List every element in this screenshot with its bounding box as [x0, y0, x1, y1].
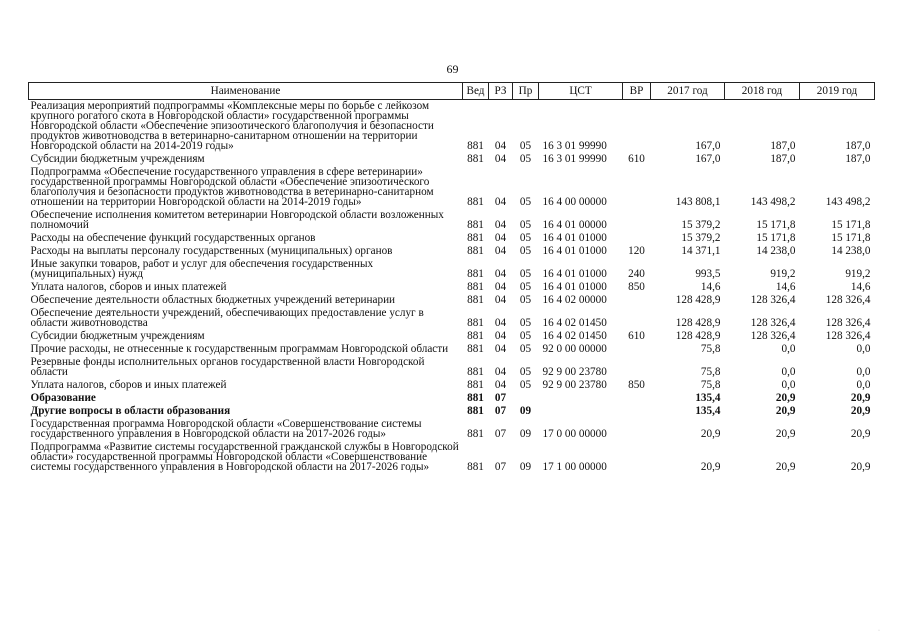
cell-cst: 16 4 02 00000 — [542, 294, 607, 306]
cell-rz: 04 — [494, 140, 507, 152]
cell-rz: 04 — [494, 379, 507, 391]
cell-ved: 881 — [467, 140, 484, 152]
cell-ved: 881 — [467, 343, 484, 355]
cell-2017: 20,9 — [700, 428, 721, 440]
cell-name: Другие вопросы в области образования — [30, 405, 231, 417]
cell-2018: 128 326,4 — [750, 317, 796, 329]
cell-2017: 75,8 — [700, 366, 721, 378]
cell-rz: 04 — [494, 268, 507, 280]
cell-name: Уплата налогов, сборов и иных платежей — [30, 281, 227, 293]
cell-2017: 128 428,9 — [675, 294, 721, 306]
cell-pr: 09 — [519, 461, 532, 473]
cell-vr: 120 — [628, 245, 645, 257]
cell-ved: 881 — [467, 268, 484, 280]
cell-vr — [623, 307, 651, 330]
cell-name: Субсидии бюджетным учреждениям — [30, 330, 205, 342]
header-2018: 2018 год — [725, 83, 800, 100]
cell-2017: 75,8 — [700, 343, 721, 355]
cell-rz: 04 — [494, 294, 507, 306]
cell-name: Прочие расходы, не отнесенные к государственным программам Новгородской области — [30, 343, 449, 355]
cell-cst: 92 9 00 23780 — [542, 379, 607, 391]
cell-vr — [623, 100, 651, 154]
table-row — [29, 232, 875, 245]
cell-rz: 04 — [494, 219, 507, 231]
cell-2017: 167,0 — [695, 140, 721, 152]
cell-2017: 128 428,9 — [675, 317, 721, 329]
cell-cst: 92 0 00 00000 — [542, 343, 607, 355]
cell-pr: 05 — [519, 140, 532, 152]
header-cst: ЦСТ — [539, 83, 623, 100]
table-row — [29, 418, 875, 441]
table-row — [29, 307, 875, 330]
cell-ved: 881 — [467, 330, 484, 342]
cell-pr: 05 — [519, 330, 532, 342]
cell-2018: 20,9 — [775, 392, 796, 404]
cell-rz: 04 — [494, 196, 507, 208]
cell-pr: 05 — [519, 379, 532, 391]
cell-cst: 16 4 01 01000 — [542, 268, 607, 280]
cell-pr: 09 — [519, 405, 532, 417]
budget-table — [28, 82, 875, 474]
cell-cst: 16 4 01 00000 — [542, 219, 607, 231]
cell-pr: 05 — [519, 153, 532, 165]
cell-vr — [623, 418, 651, 441]
table-row — [29, 356, 875, 379]
cell-name: Государственная программа Новгородской области «Совершенствование системы государственного управления в Новгородской области на 2017-2026 годы» — [30, 418, 422, 440]
cell-rz: 04 — [494, 330, 507, 342]
cell-cst: 16 4 02 01450 — [542, 330, 607, 342]
cell-vr — [623, 294, 651, 307]
cell-name: Иные закупки товаров, работ и услуг для обеспечения государственных (муниципальных) нужд — [30, 258, 374, 280]
cell-2017: 14 371,1 — [681, 245, 721, 257]
cell-rz: 04 — [494, 232, 507, 244]
cell-name: Уплата налогов, сборов и иных платежей — [30, 379, 227, 391]
cell-2019: 20,9 — [850, 392, 871, 404]
cell-2018: 15 171,8 — [756, 219, 796, 231]
cell-2018: 919,2 — [770, 268, 796, 280]
cell-rz: 04 — [494, 245, 507, 257]
cell-vr: 610 — [628, 330, 645, 342]
cell-2017: 15 379,2 — [681, 219, 721, 231]
cell-cst: 16 4 00 00000 — [542, 196, 607, 208]
cell-rz: 07 — [494, 405, 507, 417]
cell-vr — [623, 441, 651, 474]
table-row — [29, 100, 875, 154]
cell-cst: 17 1 00 00000 — [542, 461, 607, 473]
cell-pr: 05 — [519, 268, 532, 280]
cell-name: Обеспечение исполнения комитетом ветеринарии Новгородской области возложенных полномочий — [30, 209, 444, 231]
table-row — [29, 166, 875, 209]
cell-rz: 07 — [494, 392, 507, 404]
cell-pr: 05 — [519, 219, 532, 231]
cell-2017: 75,8 — [700, 379, 721, 391]
cell-rz: 04 — [494, 317, 507, 329]
header-pr: Пр — [513, 83, 539, 100]
cell-name: Обеспечение деятельности учреждений, обеспечивающих предоставление услуг в области животноводства — [30, 307, 424, 329]
cell-pr: 05 — [519, 245, 532, 257]
cell-2018: 0,0 — [781, 366, 796, 378]
cell-rz: 04 — [494, 366, 507, 378]
cell-pr: 05 — [519, 366, 532, 378]
cell-2019: 20,9 — [850, 461, 871, 473]
cell-2018: 14,6 — [775, 281, 796, 293]
cell-rz: 04 — [494, 281, 507, 293]
cell-ved: 881 — [467, 294, 484, 306]
cell-2019: 0,0 — [856, 366, 871, 378]
cell-2019: 128 326,4 — [825, 330, 871, 342]
header-2017: 2017 год — [651, 83, 725, 100]
cell-cst: 16 4 01 01000 — [542, 245, 607, 257]
cell-name: Обеспечение деятельности областных бюджетных учреждений ветеринарии — [30, 294, 396, 306]
cell-2018: 128 326,4 — [750, 330, 796, 342]
cell-cst: 16 3 01 99990 — [542, 153, 607, 165]
cell-ved: 881 — [467, 317, 484, 329]
cell-vr — [623, 166, 651, 209]
cell-ved: 881 — [467, 379, 484, 391]
cell-2018: 20,9 — [775, 428, 796, 440]
cell-2017: 20,9 — [700, 461, 721, 473]
cell-pr: 05 — [519, 317, 532, 329]
cell-2019: 14,6 — [850, 281, 871, 293]
cell-pr: 05 — [519, 343, 532, 355]
cell-ved: 881 — [467, 196, 484, 208]
corner-mark: · — [878, 628, 880, 634]
cell-name: Образование — [30, 392, 96, 404]
cell-pr — [513, 392, 539, 405]
cell-ved: 881 — [467, 428, 484, 440]
cell-cst: 16 4 01 01000 — [542, 281, 607, 293]
cell-vr: 850 — [628, 281, 645, 293]
cell-ved: 881 — [467, 405, 484, 417]
cell-2019: 15 171,8 — [831, 219, 871, 231]
cell-rz: 04 — [494, 153, 507, 165]
cell-ved: 881 — [467, 392, 484, 404]
table-row — [29, 153, 875, 166]
cell-name: Субсидии бюджетным учреждениям — [30, 153, 205, 165]
cell-ved: 881 — [467, 245, 484, 257]
cell-2018: 187,0 — [770, 140, 796, 152]
cell-2019: 14 238,0 — [831, 245, 871, 257]
table-row — [29, 392, 875, 405]
table-row — [29, 209, 875, 232]
cell-ved: 881 — [467, 281, 484, 293]
table-row — [29, 258, 875, 281]
cell-cst — [539, 405, 623, 418]
cell-cst: 92 9 00 23780 — [542, 366, 607, 378]
cell-pr: 05 — [519, 281, 532, 293]
cell-cst: 17 0 00 00000 — [542, 428, 607, 440]
table-row — [29, 330, 875, 343]
cell-vr: 850 — [628, 379, 645, 391]
cell-vr — [623, 356, 651, 379]
cell-2018: 0,0 — [781, 343, 796, 355]
cell-name: Реализация мероприятий подпрограммы «Комплексные меры по борьбе с лейкозом крупного рогатого скота в Новгородской области» государственной программы Новгородской области «Обеспечение эпизоотического благополучия и безопасности продуктов животноводства в ветеринарно-санитарном отношении на территории Новгородской области на 2014-2019 годы» — [30, 100, 434, 152]
cell-2017: 143 808,1 — [675, 196, 721, 208]
cell-2017: 15 379,2 — [681, 232, 721, 244]
cell-2017: 14,6 — [700, 281, 721, 293]
cell-ved: 881 — [467, 153, 484, 165]
cell-ved: 881 — [467, 461, 484, 473]
cell-2018: 14 238,0 — [756, 245, 796, 257]
cell-2017: 128 428,9 — [675, 330, 721, 342]
cell-vr — [623, 343, 651, 356]
cell-2019: 20,9 — [850, 428, 871, 440]
cell-vr — [623, 405, 651, 418]
cell-2019: 143 498,2 — [825, 196, 871, 208]
cell-rz: 04 — [494, 343, 507, 355]
table-row — [29, 281, 875, 294]
table-row — [29, 405, 875, 418]
cell-cst: 16 4 02 01450 — [542, 317, 607, 329]
cell-name: Расходы на обеспечение функций государственных органов — [30, 232, 316, 244]
cell-cst: 16 3 01 99990 — [542, 140, 607, 152]
cell-name: Подпрограмма «Обеспечение государственного управления в сфере ветеринарии» государственной программы Новгородской области «Обеспечение эпизоотического благополучия и безопасности продуктов животноводства в ветеринарно-санитарном отношении на территории Новгородской области на 2014-2019 годы» — [30, 166, 434, 208]
header-name: Наименование — [29, 83, 463, 100]
cell-rz: 07 — [494, 461, 507, 473]
cell-2019: 187,0 — [845, 140, 871, 152]
table-row — [29, 343, 875, 356]
cell-2019: 128 326,4 — [825, 317, 871, 329]
table-row — [29, 294, 875, 307]
cell-pr: 09 — [519, 428, 532, 440]
cell-name: Подпрограмма «Развитие системы государственной гражданской службы в Новгородской области» государственной программы Новгородской области «Совершенствование системы государственного управления в Новгородской области на 2017-2026 годы» — [30, 441, 459, 473]
cell-rz: 07 — [494, 428, 507, 440]
cell-2018: 143 498,2 — [750, 196, 796, 208]
cell-vr — [623, 232, 651, 245]
table-row — [29, 441, 875, 474]
header-ved: Вед — [463, 83, 489, 100]
cell-ved: 881 — [467, 366, 484, 378]
cell-2019: 919,2 — [845, 268, 871, 280]
cell-2018: 187,0 — [770, 153, 796, 165]
header-rz: РЗ — [489, 83, 513, 100]
cell-name: Расходы на выплаты персоналу государственных (муниципальных) органов — [30, 245, 393, 257]
cell-2019: 20,9 — [850, 405, 871, 417]
cell-pr: 05 — [519, 232, 532, 244]
cell-2017: 135,4 — [695, 405, 721, 417]
cell-2019: 0,0 — [856, 343, 871, 355]
table-row — [29, 245, 875, 258]
cell-vr — [623, 392, 651, 405]
cell-pr: 05 — [519, 196, 532, 208]
cell-pr: 05 — [519, 294, 532, 306]
cell-2017: 135,4 — [695, 392, 721, 404]
cell-2018: 20,9 — [775, 405, 796, 417]
cell-ved: 881 — [467, 232, 484, 244]
cell-2017: 993,5 — [695, 268, 721, 280]
cell-ved: 881 — [467, 219, 484, 231]
table-header-row — [29, 83, 875, 100]
cell-2018: 0,0 — [781, 379, 796, 391]
table-row — [29, 379, 875, 392]
header-2019: 2019 год — [800, 83, 875, 100]
cell-2019: 187,0 — [845, 153, 871, 165]
cell-vr: 240 — [628, 268, 645, 280]
cell-cst: 16 4 01 01000 — [542, 232, 607, 244]
cell-2018: 20,9 — [775, 461, 796, 473]
cell-vr — [623, 209, 651, 232]
cell-name: Резервные фонды исполнительных органов государственной власти Новгородской области — [30, 356, 425, 378]
cell-2019: 128 326,4 — [825, 294, 871, 306]
cell-2018: 128 326,4 — [750, 294, 796, 306]
table-body — [29, 100, 875, 475]
header-vr: ВР — [623, 83, 651, 100]
cell-2019: 15 171,8 — [831, 232, 871, 244]
cell-2017: 167,0 — [695, 153, 721, 165]
cell-cst — [539, 392, 623, 405]
cell-2019: 0,0 — [856, 379, 871, 391]
cell-2018: 15 171,8 — [756, 232, 796, 244]
cell-vr: 610 — [628, 153, 645, 165]
page-number: 69 — [446, 62, 459, 76]
